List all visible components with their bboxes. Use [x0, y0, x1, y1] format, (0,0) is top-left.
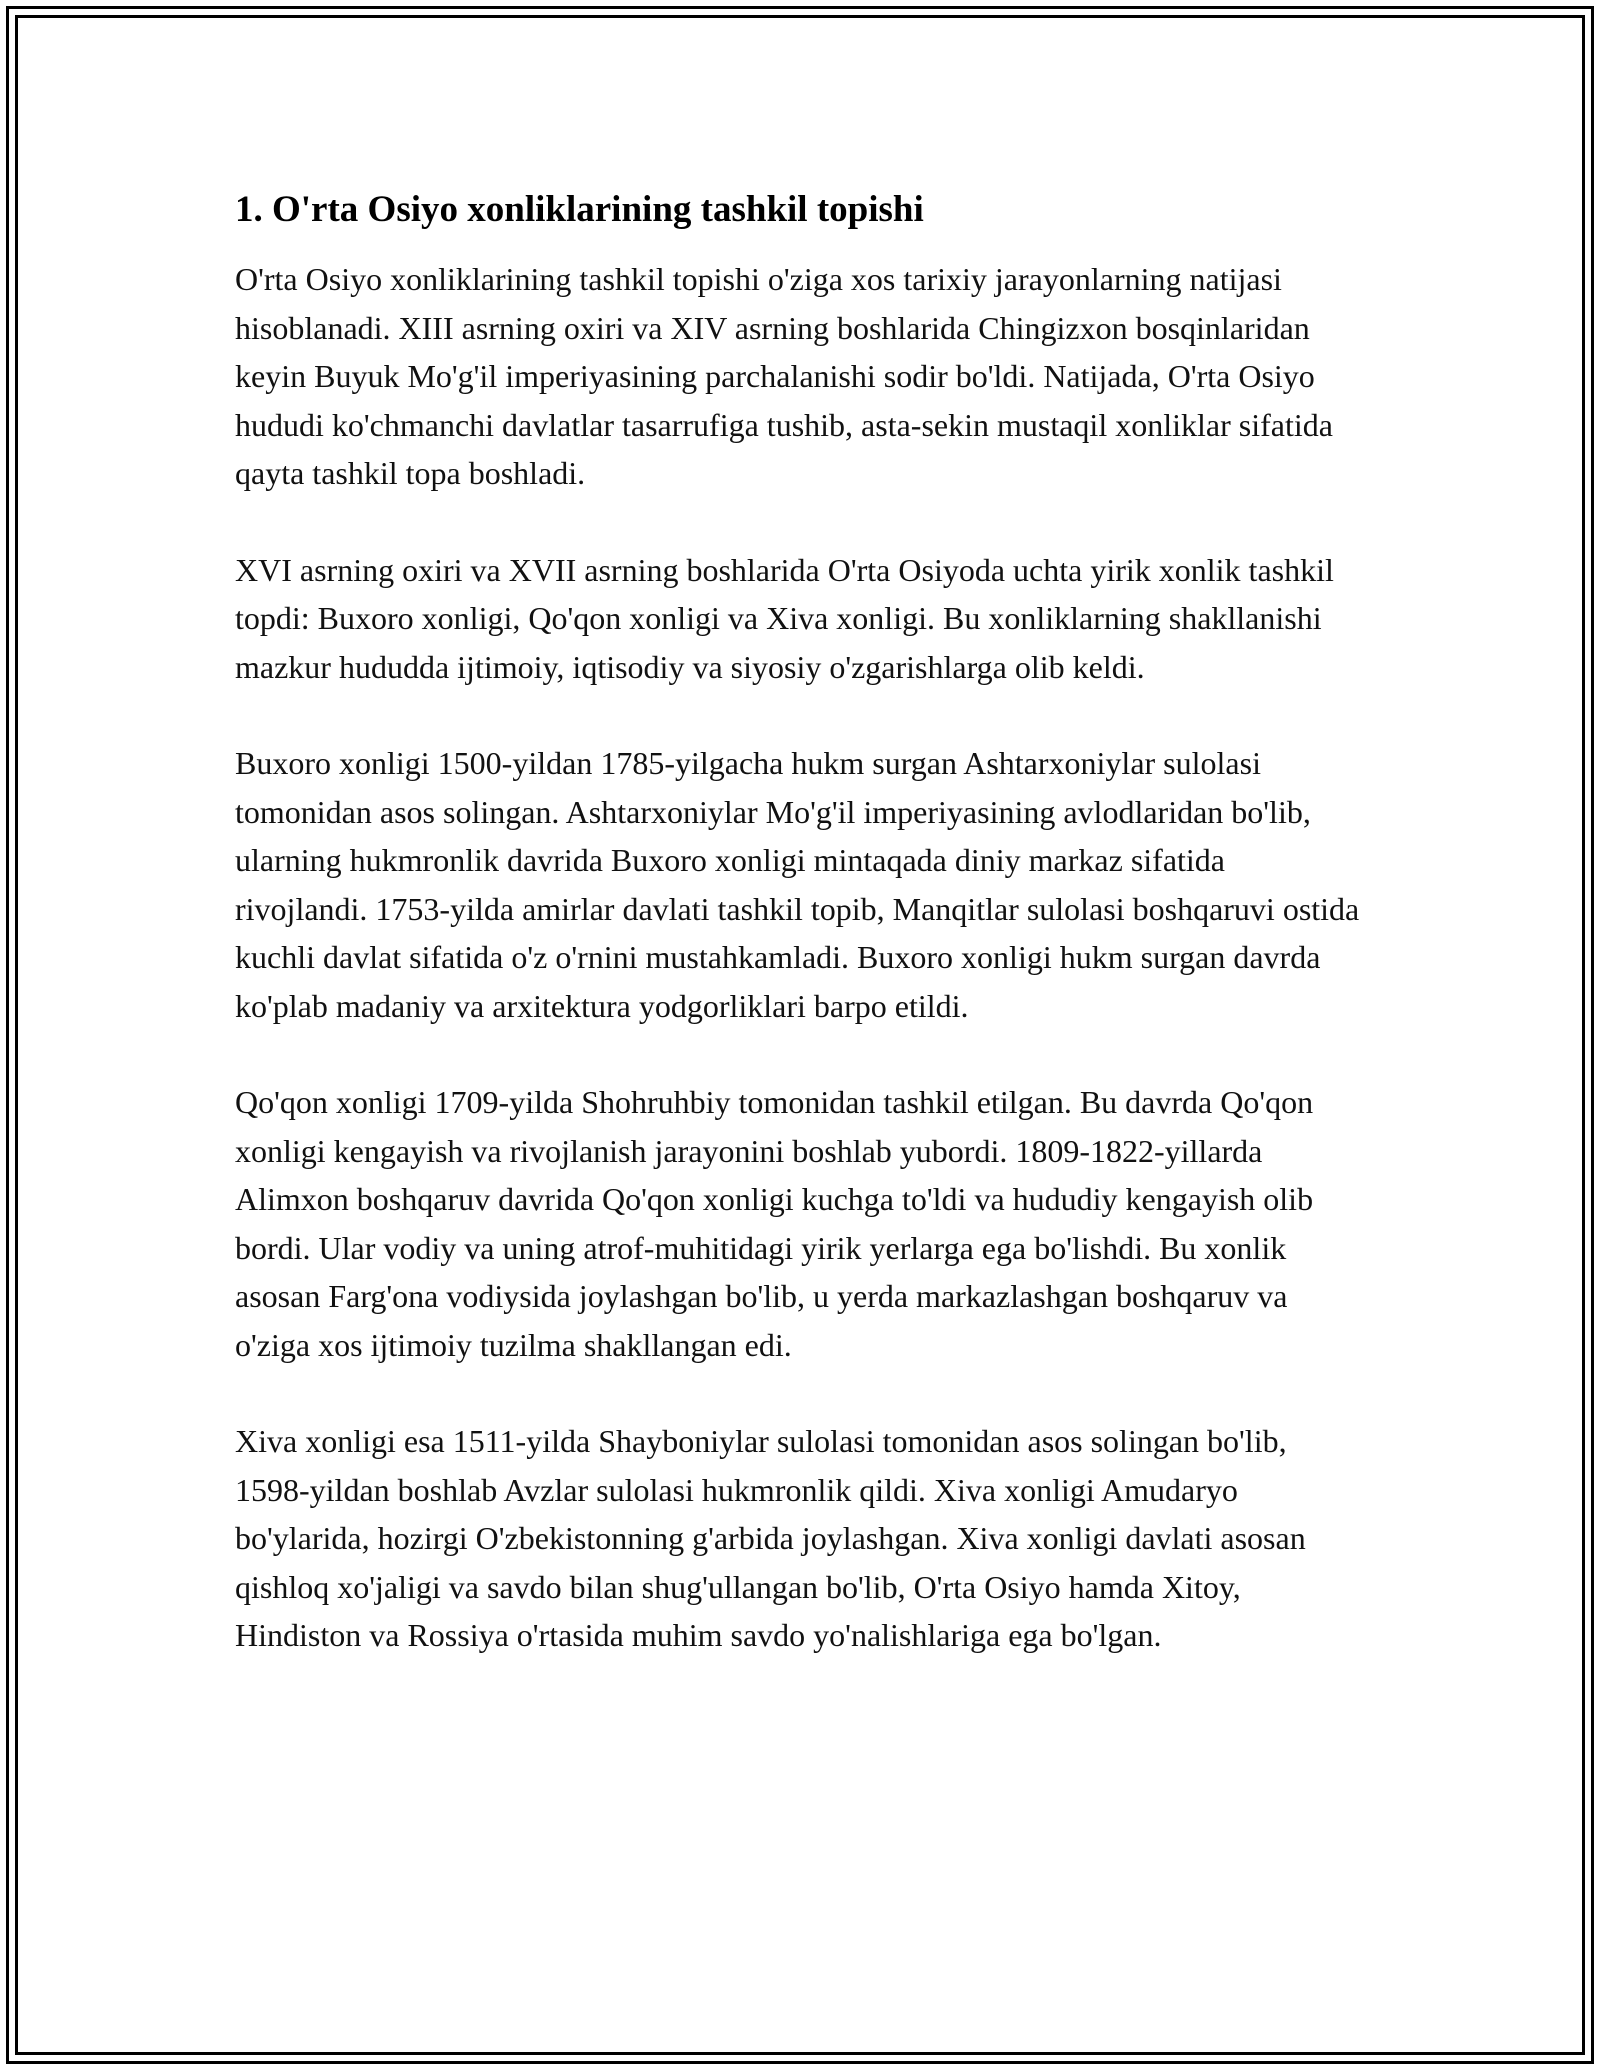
document-body: [235, 185, 1365, 1708]
section-heading: 1. O'rta Osiyo xonliklarining tashkil topishi: [235, 189, 924, 230]
paragraph-three-khanates: XVI asrning oxiri va XVII asrning boshlarida O'rta Osiyoda uchta yirik xonlik tashkil topdi: Buxoro xonligi, Qo'qon xonligi va Xiva xonligi. Bu xonliklarning shakllanishi mazkur hududda ijtimoiy, iqtisodiy va siyosiy o'zgarishlarga olib keldi.: [235, 551, 1334, 685]
paragraph-khiva: Xiva xonligi esa 1511-yilda Shayboniylar sulolasi tomonidan asos solingan bo'lib, 1598-yildan boshlab Avzlar sulolasi hukmronlik qildi. Xiva xonligi Amudaryo bo'ylarida, hozirgi O'zbekistonning g'arbida joylashgan. Xiva xonligi davlati asosan qishloq xo'jaligi va savdo bilan shug'ullangan bo'lib, O'rta Osiyo hamda Xitoy, Hindiston va Rossiya o'rtasida muhim savdo yo'nalishlariga ega bo'lgan.: [235, 1423, 1306, 1653]
paragraph-intro: O'rta Osiyo xonliklarining tashkil topishi o'ziga xos tarixiy jarayonlarning natijasi hisoblanadi. XIII asrning oxiri va XIV asrning boshlarida Chingizxon bosqinlaridan keyin Buyuk Mo'g'il imperiyasining parchalanishi sodir bo'ldi. Natijada, O'rta Osiyo hududi ko'chmanchi davlatlar tasarrufiga tushib, asta-sekin mustaqil xonliklar sifatida qayta tashkil topa boshladi.: [235, 261, 1333, 491]
paragraph-bukhara: Buxoro xonligi 1500-yildan 1785-yilgacha hukm surgan Ashtarxoniylar sulolasi tomonidan asos solingan. Ashtarxoniylar Mo'g'il imperiyasining avlodlaridan bo'lib, ularning hukmronlik davrida Buxoro xonligi mintaqada diniy markaz sifatida rivojlandi. 1753-yilda amirlar davlati tashkil topib, Manqitlar sulolasi boshqaruvi ostida kuchli davlat sifatida o'z o'rnini mustahkamladi. Buxoro xonligi hukm surgan davrda ko'plab madaniy va arxitektura yodgorliklari barpo etildi.: [235, 745, 1360, 1024]
paragraph-kokand: Qo'qon xonligi 1709-yilda Shohruhbiy tomonidan tashkil etilgan. Bu davrda Qo'qon xonligi kengayish va rivojlanish jarayonini boshlab yubordi. 1809-1822-yillarda Alimxon boshqaruv davrida Qo'qon xonligi kuchga to'ldi va hududiy kengayish olib bordi. Ular vodiy va uning atrof-muhitidagi yirik yerlarga ega bo'lishdi. Bu xonlik asosan Farg'ona vodiysida joylashgan bo'lib, u yerda markazlashgan boshqaruv va o'ziga xos ijtimoiy tuzilma shakllangan edi.: [235, 1084, 1314, 1363]
